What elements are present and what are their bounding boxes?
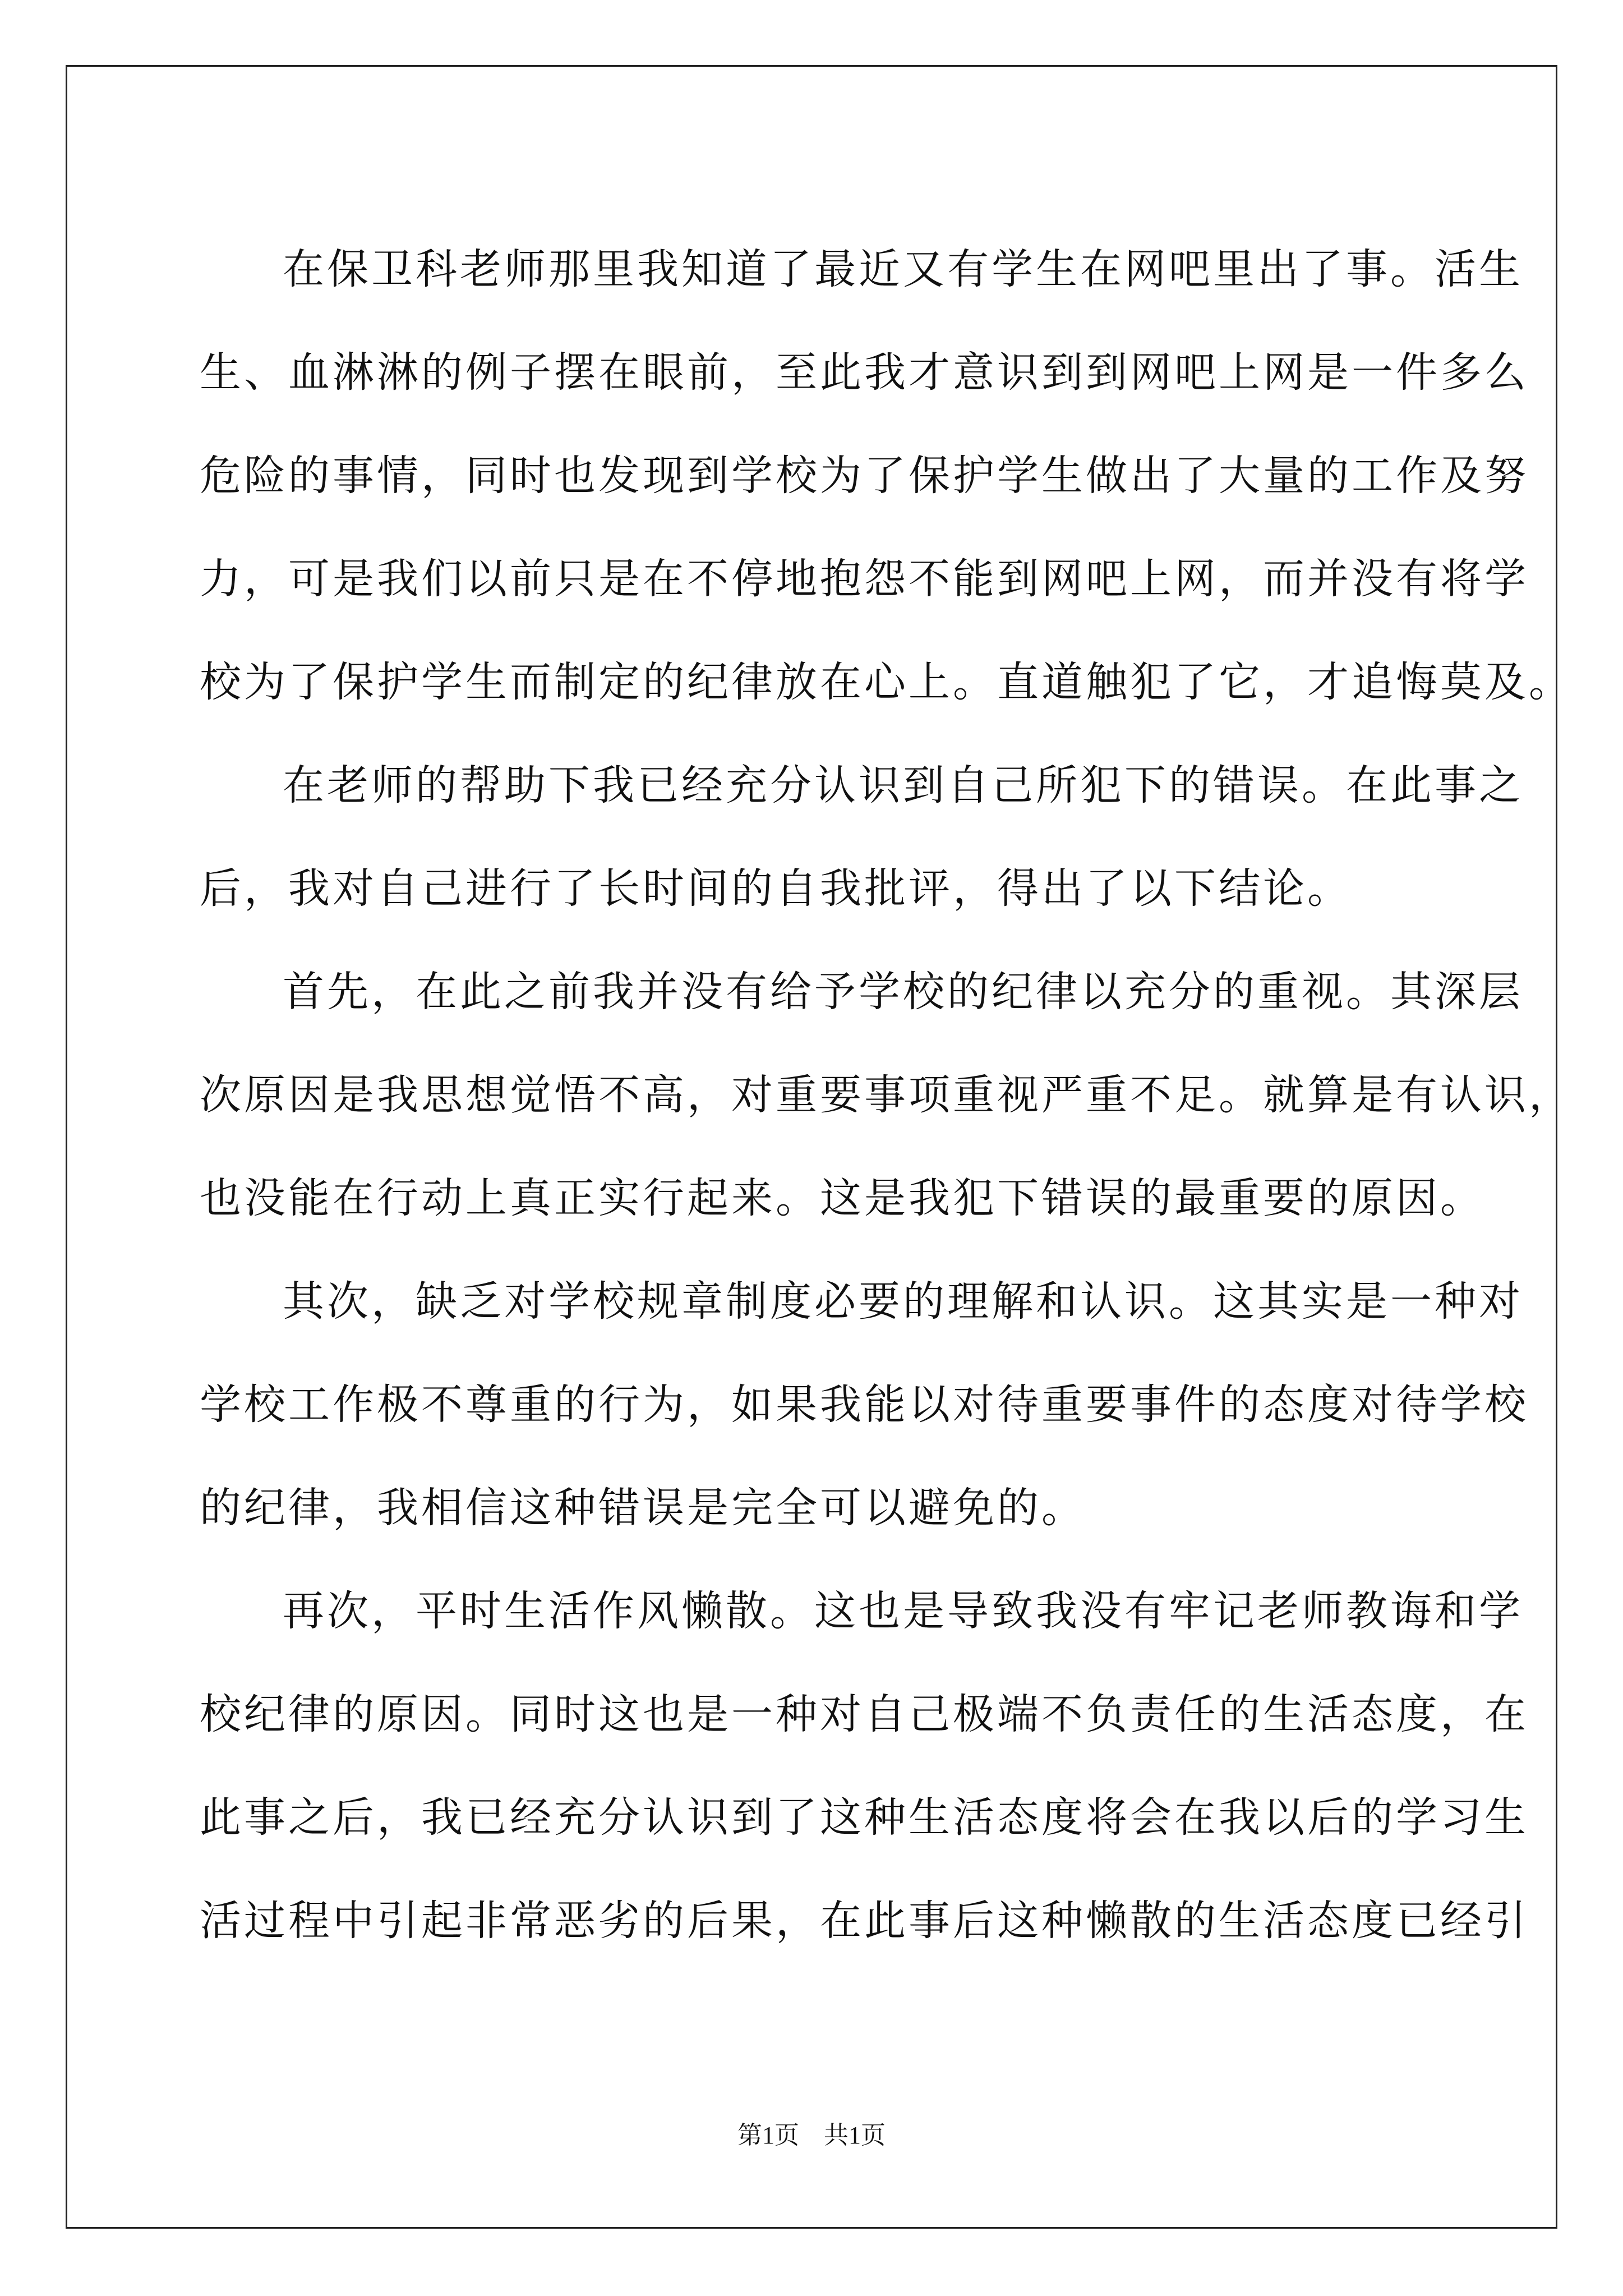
text-line: 生、血淋淋的例子摆在眼前，至此我才意识到到网吧上网是一件多么 <box>200 348 1529 397</box>
text-line: 校为了保护学生而制定的纪律放在心上。直道触犯了它，才追悔莫及。 <box>200 658 1573 706</box>
text-line: 的纪律，我相信这种错误是完全可以避免的。 <box>200 1484 1086 1532</box>
text-line: 危险的事情，同时也发现到学校为了保护学生做出了大量的工作及努 <box>200 452 1529 500</box>
text-line: 力，可是我们以前只是在不停地抱怨不能到网吧上网，而并没有将学 <box>200 555 1529 603</box>
text-line: 此事之后，我已经充分认识到了这种生活态度将会在我以后的学习生 <box>200 1793 1529 1842</box>
document-body <box>200 218 1573 1972</box>
text-line: 其次，缺乏对学校规章制度必要的理解和认识。这其实是一种对 <box>283 1277 1523 1326</box>
text-line: 在保卫科老师那里我知道了最近又有学生在网吧里出了事。活生 <box>283 245 1523 293</box>
text-line: 后，我对自己进行了长时间的自我批评，得出了以下结论。 <box>200 864 1352 913</box>
text-line: 活过程中引起非常恶劣的后果，在此事后这种懒散的生活态度已经引 <box>200 1897 1529 1945</box>
text-line: 学校工作极不尊重的行为，如果我能以对待重要事件的态度对待学校 <box>200 1381 1529 1429</box>
text-line: 再次，平时生活作风懒散。这也是导致我没有牢记老师教诲和学 <box>283 1587 1523 1635</box>
text-line: 校纪律的原因。同时这也是一种对自己极端不负责任的生活态度，在 <box>200 1690 1529 1738</box>
page-number-footer: 第1页 共1页 <box>737 2122 886 2149</box>
text-line: 也没能在行动上真正实行起来。这是我犯下错误的最重要的原因。 <box>200 1174 1484 1222</box>
text-line: 首先，在此之前我并没有给予学校的纪律以充分的重视。其深层 <box>283 968 1523 1016</box>
text-line: 在老师的帮助下我已经充分认识到自己所犯下的错误。在此事之 <box>283 761 1523 809</box>
text-line: 次原因是我思想觉悟不高，对重要事项重视严重不足。就算是有认识， <box>200 1071 1573 1119</box>
